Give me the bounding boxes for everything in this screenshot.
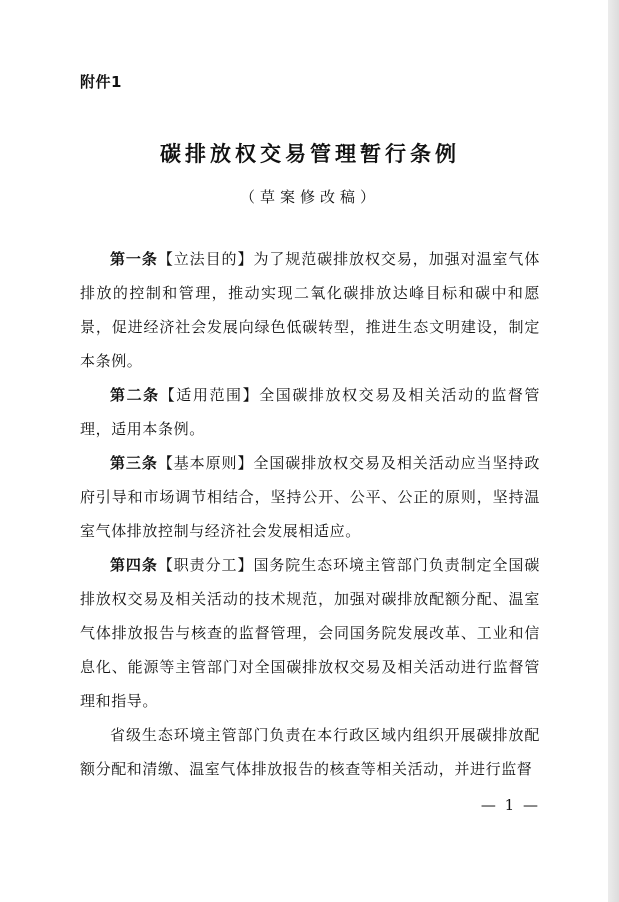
article-3-head: 第三条 <box>110 454 158 472</box>
document-body <box>80 242 540 786</box>
article-1-tag: 【立法目的】 <box>157 250 254 268</box>
article-2-text: 全国碳排放权交易及相关活动的监督管理，适用本条例。 <box>80 386 540 438</box>
article-1 <box>80 242 540 378</box>
viewer-edge-shadow <box>608 0 619 902</box>
article-4-tag: 【职责分工】 <box>157 556 254 574</box>
article-2 <box>80 378 540 446</box>
article-1-head: 第一条 <box>110 250 158 268</box>
page-number: — 1 — <box>480 796 540 814</box>
article-3 <box>80 446 540 548</box>
document-title: 碳排放权交易管理暂行条例 <box>160 142 460 166</box>
article-3-text: 全国碳排放权交易及相关活动应当坚持政府引导和市场调节相结合，坚持公开、公平、公正的原则，坚持温室气体排放控制与经济社会发展相适应。 <box>80 454 540 540</box>
article-4 <box>80 548 540 718</box>
article-1-text: 为了规范碳排放权交易，加强对温室气体排放的控制和管理，推动实现二氧化碳排放达峰目标和碳中和愿景，促进经济社会发展向绿色低碳转型，推进生态文明建设，制定本条例。 <box>80 250 540 370</box>
attachment-label: 附件1 <box>80 73 122 91</box>
article-2-tag: 【适用范围】 <box>159 386 260 404</box>
article-4-head: 第四条 <box>110 556 158 574</box>
continuation-paragraph: 省级生态环境主管部门负责在本行政区域内组织开展碳排放配额分配和清缴、温室气体排放报告的核查等相关活动，并进行监督 <box>80 726 540 778</box>
article-2-head: 第二条 <box>110 386 160 404</box>
article-4-text: 国务院生态环境主管部门负责制定全国碳排放权交易及相关活动的技术规范，加强对碳排放配额分配、温室气体排放报告与核查的监督管理，会同国务院发展改革、工业和信息化、能源等主管部门对全国碳排放权交易及相关活动进行监督管理和指导。 <box>80 556 540 710</box>
document-subtitle: （草案修改稿） <box>239 188 380 206</box>
article-3-tag: 【基本原则】 <box>157 454 254 472</box>
